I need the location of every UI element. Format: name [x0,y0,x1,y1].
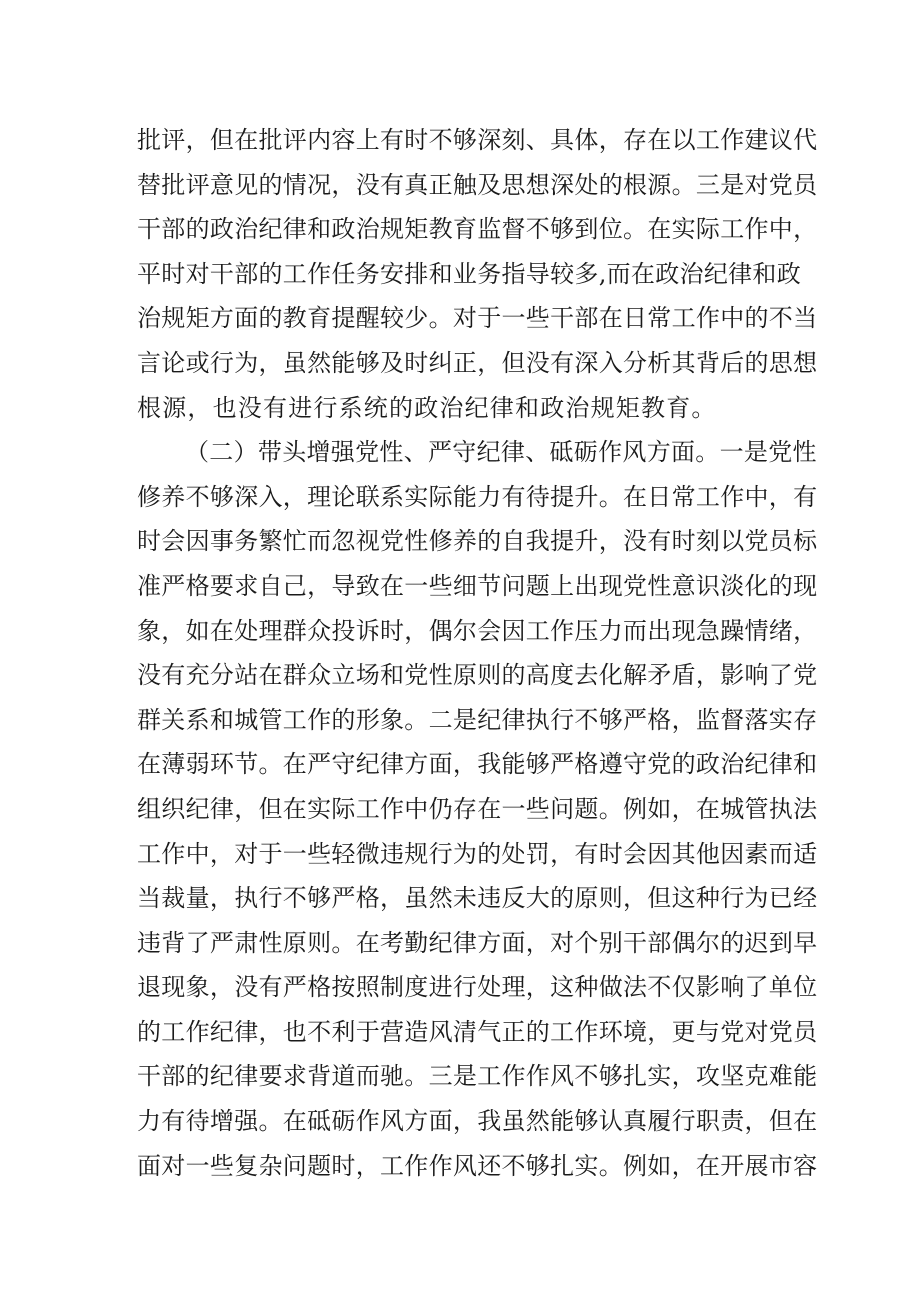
body-text [137,118,818,1188]
text-line: 替批评意见的情况，没有真正触及思想深处的根源。三是对党员 [137,170,818,199]
text-line: 批评，但在批评内容上有时不够深刻、具体，存在以工作建议代 [137,126,818,154]
text-line: 的工作纪律，也不利于营造风清气正的工作环境，更与党对党员 [137,1017,818,1046]
text-line: 群关系和城管工作的形象。二是纪律执行不够严格，监督落实存 [137,705,818,734]
text-line: 平时对干部的工作任务安排和业务指导较多,而在政治纪律和政 [137,259,802,288]
text-line: 在薄弱环节。在严守纪律方面，我能够严格遵守党的政治纪律和 [137,750,818,779]
text-line: 干部的政治纪律和政治规矩教育监督不够到位。在实际工作中， [137,215,818,244]
text-line: 没有充分站在群众立场和党性原则的高度去化解矛盾，影响了党 [137,661,818,690]
text-line: 违背了严肃性原则。在考勤纪律方面，对个别干部偶尔的迟到早 [137,928,818,957]
text-line: 退现象，没有严格按照制度进行处理，这种做法不仅影响了单位 [137,973,818,1002]
text-line: 组织纪律，但在实际工作中仍存在一些问题。例如，在城管执法 [137,794,818,823]
text-line: 准严格要求自己，导致在一些细节问题上出现党性意识淡化的现 [137,571,818,600]
text-line: 治规矩方面的教育提醒较少。对于一些干部在日常工作中的不当 [137,304,818,333]
text-line: 力有待增强。在砥砺作风方面，我虽然能够认真履行职责，但在 [137,1107,818,1136]
text-line: 言论或行为，虽然能够及时纠正，但没有深入分析其背后的思想 [137,348,818,377]
text-line: 工作中，对于一些轻微违规行为的处罚，有时会因其他因素而适 [137,839,818,868]
text-line: 象，如在处理群众投诉时，偶尔会因工作压力而出现急躁情绪， [137,616,818,645]
text-line: 时会因事务繁忙而忽视党性修养的自我提升，没有时刻以党员标 [137,527,818,556]
text-line: 修养不够深入，理论联系实际能力有待提升。在日常工作中，有 [137,482,818,511]
text-line: 干部的纪律要求背道而驰。三是工作作风不够扎实，攻坚克难能 [137,1062,818,1091]
text-line: 当裁量，执行不够严格，虽然未违反大的原则，但这种行为已经 [137,884,818,913]
section-heading-line: （二）带头增强党性、严守纪律、砥砺作风方面。一是党性 [185,438,817,467]
text-line: 根源，也没有进行系统的政治纪律和政治规矩教育。 [137,393,717,422]
text-line: 面对一些复杂问题时，工作作风还不够扎实。例如，在开展市容 [137,1151,818,1180]
